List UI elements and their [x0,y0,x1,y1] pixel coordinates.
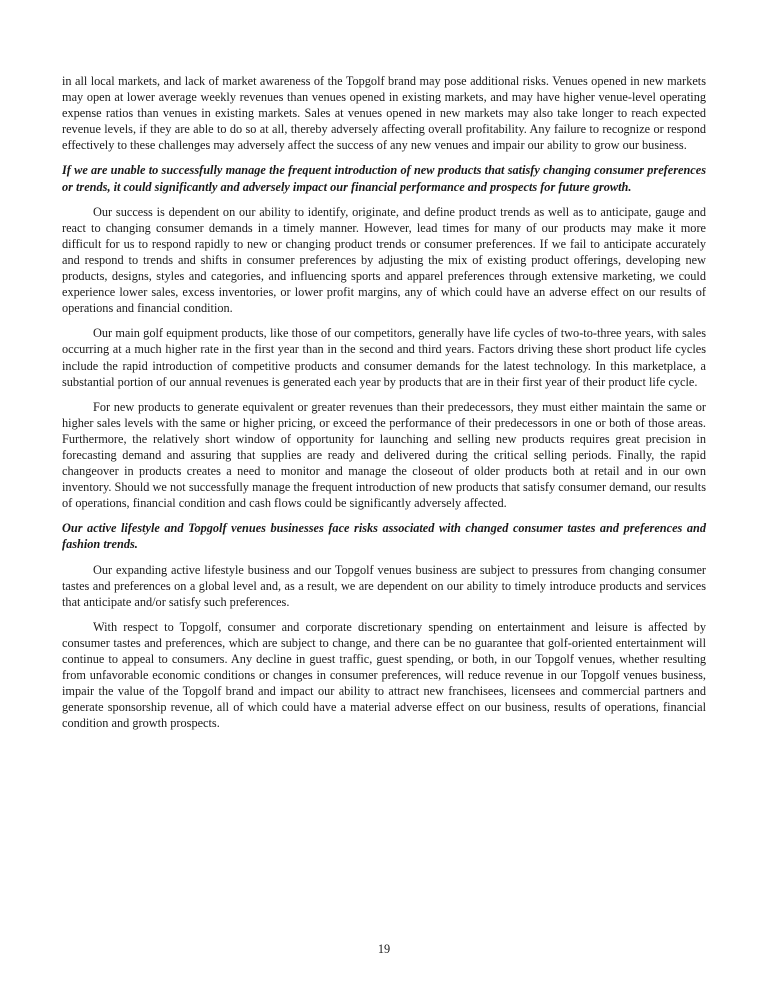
paragraph-topgolf-discretionary-spending: With respect to Topgolf, consumer and corporate discretionary spending on entertainment and leisure is affected by consumer tastes and preferences, which are subject to change, and there can be no guarantee that golf-oriented entertainment will continue to appeal to consumers. Any decline in guest traffic, guest spending, or both, in our Topgolf venues, whether resulting from unfavorable economic conditions or changes in consumer preferences, will reduce revenue in our Topgolf venues business, impair the value of the Topgolf brand and impact our ability to attract new franchisees, licensees and commercial partners and generate sponsorship revenue, all of which could have a material adverse effect on our business, results of operations, financial condition and growth prospects. [62,619,706,731]
paragraph-active-lifestyle-pressures: Our expanding active lifestyle business and our Topgolf venues business are subject to pressures from changing consumer tastes and preferences on a global level and, as a result, we are dependent on our ability to timely introduce products and services that anticipate and/or satisfy such preferences. [62,562,706,609]
risk-heading-consumer-tastes: Our active lifestyle and Topgolf venues businesses face risks associated with changed consumer tastes and preferences and fashion trends. [62,521,706,552]
paragraph-venues-new-markets-continued: in all local markets, and lack of market awareness of the Topgolf brand may pose additional risks. Venues opened in new markets may open at lower average weekly revenues than venues opened in existing markets, and may have higher venue-level operating expense ratios than venues in existing markets. Sales at venues opened in new markets may also take longer to reach expected revenue levels, if they are able to do so at all, thereby adversely affecting overall profitability. Any failure to recognize or respond effectively to these challenges may adversely affect the success of any new venues and impair our ability to grow our business. [62,74,706,153]
paragraph-product-life-cycles: Our main golf equipment products, like those of our competitors, generally have life cycles of two-to-three years, with sales occurring at a much higher rate in the first year than in the second and third years. Factors driving these short product life cycles include the rapid introduction of competitive products and consumer demands for the latest technology. In this marketplace, a substantial portion of our annual revenues is generated each year by products that are in their first year of their product life cycle. [62,326,706,389]
risk-heading-product-introduction: If we are unable to successfully manage the frequent introduction of new products that satisfy changing consumer preferences or trends, it could significantly and adversely impact our financial performance and prospects for future growth. [62,163,706,194]
paragraph-new-product-revenues: For new products to generate equivalent or greater revenues than their predecessors, they must either maintain the same or higher sales levels with the same or higher pricing, or exceed the performance of their predecessors in one or both of those areas. Furthermore, the relatively short window of opportunity for launching and selling new products requires great precision in forecasting demand and assuring that supplies are ready and delivered during the critical selling periods. Finally, the rapid changeover in products creates a need to monitor and manage the closeout of older products both at retail and in our own inventory. Should we not successfully manage the frequent introduction of new products that satisfy consumer demand, our results of operations, financial condition and cash flows could be significantly adversely affected. [62,399,706,511]
document-page [62,73,706,740]
paragraph-product-trends: Our success is dependent on our ability to identify, originate, and define product trends as well as to anticipate, gauge and react to changing consumer demands in a timely manner. However, lead times for many of our products may make it more difficult for us to respond rapidly to new or changing product trends or consumer preferences. If we fail to anticipate accurately and respond to trends and shifts in consumer preferences by adjusting the mix of existing product offerings, developing new products, designs, styles and categories, and influencing sports and apparel preferences through extensive marketing, we could experience lower sales, excess inventories, or lower profit margins, any of which could have an adverse effect on our results of operations and financial condition. [62,204,706,316]
page-number: 19 [377,942,391,956]
